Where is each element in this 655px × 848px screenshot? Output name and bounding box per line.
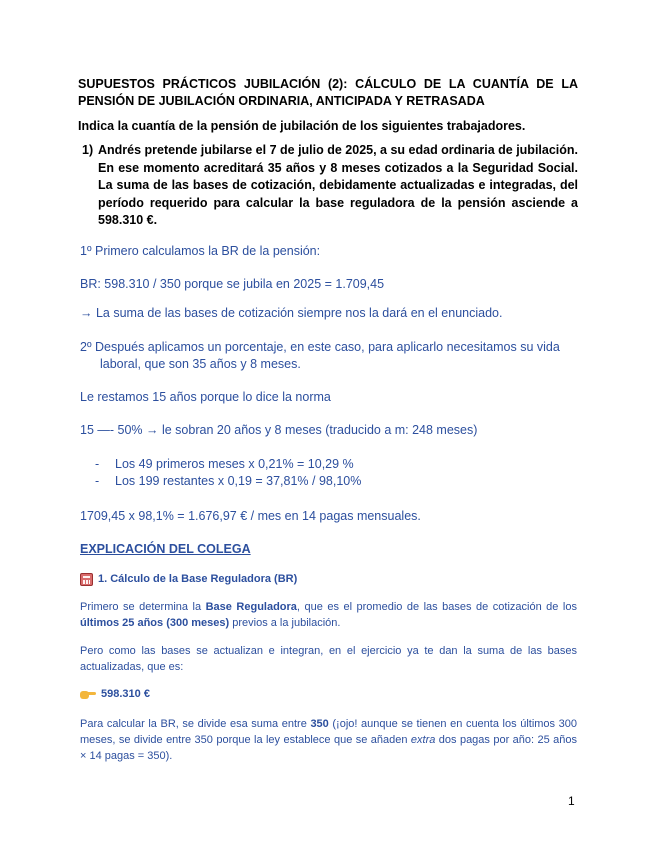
text-run: dos pagas por año: 25 años × 14 pagas = 350). bbox=[80, 734, 577, 762]
list-item bbox=[95, 473, 575, 490]
list-item-text: Los 199 restantes x 0,19 = 37,81% / 98,10% bbox=[115, 474, 362, 488]
list-item bbox=[95, 456, 575, 473]
pointing-hand-emoji-icon bbox=[80, 688, 96, 700]
amount-line bbox=[80, 686, 150, 702]
bold-term: 350 bbox=[310, 718, 329, 730]
text-run: previos a la jubilación. bbox=[229, 617, 341, 629]
question-number: 1) bbox=[82, 143, 94, 157]
bold-term: últimos 25 años (300 meses) bbox=[80, 617, 230, 629]
instruction-text: Indica la cuantía de la pensión de jubilación de los siguientes trabajadores. bbox=[78, 119, 526, 133]
step1-text: 1º Primero calculamos la BR de la pensión: bbox=[80, 244, 321, 258]
amount-value: 598.310 € bbox=[101, 688, 150, 700]
note-text: → La suma de las bases de cotización siempre nos la dará en el enunciado. bbox=[80, 306, 503, 320]
result-text: 1709,45 x 98,1% = 1.676,97 € / mes en 14 pagas mensuales. bbox=[80, 509, 421, 523]
step2-line1: 2º Después aplicamos un porcentaje, en este caso, para aplicarlo necesitamos su vida bbox=[80, 340, 560, 354]
bullet-dash: - bbox=[95, 474, 100, 488]
subtract-text: Le restamos 15 años porque lo dice la norma bbox=[80, 390, 331, 404]
document-title: SUPUESTOS PRÁCTICOS JUBILACIÓN (2): CÁLCULO DE LA CUANTÍA DE LA PENSIÓN DE JUBILACIÓN ORDINARIA, ANTICIPADA Y RETRASADA bbox=[78, 77, 578, 108]
text-run: Para calcular la BR, se divide esa suma entre bbox=[80, 718, 311, 730]
explanation-subheading bbox=[80, 571, 297, 587]
italic-term: extra bbox=[410, 734, 436, 746]
text-run: , que es el promedio de las bases de cotización de los bbox=[296, 601, 577, 613]
question-text: Andrés pretende jubilarse el 7 de julio de 2025, a su edad ordinaria de jubilación. En ese momento acreditará 35 años y 8 meses cotizados a la Seguridad Social. La suma de las bases de cotización, debidamente actualizadas e integradas, del período requerido para calcular la base reguladora de la pensión asciende a 598.310 €. bbox=[98, 143, 579, 227]
page-number: 1 bbox=[568, 794, 575, 808]
explanation-paragraph-3 bbox=[80, 716, 577, 764]
fifteen-years-text: 15 —- 50% → le sobran 20 años y 8 meses (traducido a m: 248 meses) bbox=[80, 423, 478, 437]
explanation-paragraph-1 bbox=[80, 599, 577, 631]
text-run: Primero se determina la bbox=[80, 601, 206, 613]
explanation-paragraph-2: Pero como las bases se actualizan e integran, en el ejercicio ya te dan la suma de las bases actualizadas, que es: bbox=[80, 645, 577, 673]
explanation-heading: EXPLICACIÓN DEL COLEGA bbox=[80, 542, 251, 556]
step2-line2: laboral, que son 35 años y 8 meses. bbox=[100, 357, 301, 371]
bullet-dash: - bbox=[95, 457, 100, 471]
percentage-list bbox=[95, 456, 575, 490]
calculator-emoji-icon bbox=[80, 573, 93, 586]
br-calculation: BR: 598.310 / 350 porque se jubila en 2025 = 1.709,45 bbox=[80, 277, 385, 291]
list-item-text: Los 49 primeros meses x 0,21% = 10,29 % bbox=[115, 457, 354, 471]
subheading-text: 1. Cálculo de la Base Reguladora (BR) bbox=[98, 573, 298, 585]
bold-term: Base Reguladora bbox=[205, 601, 297, 613]
text-run: (¡ojo! aunque se tienen en cuenta los últimos 300 meses, se divide entre 350 porque la ley establece que se añaden bbox=[80, 718, 577, 746]
step2-paragraph bbox=[80, 339, 580, 373]
